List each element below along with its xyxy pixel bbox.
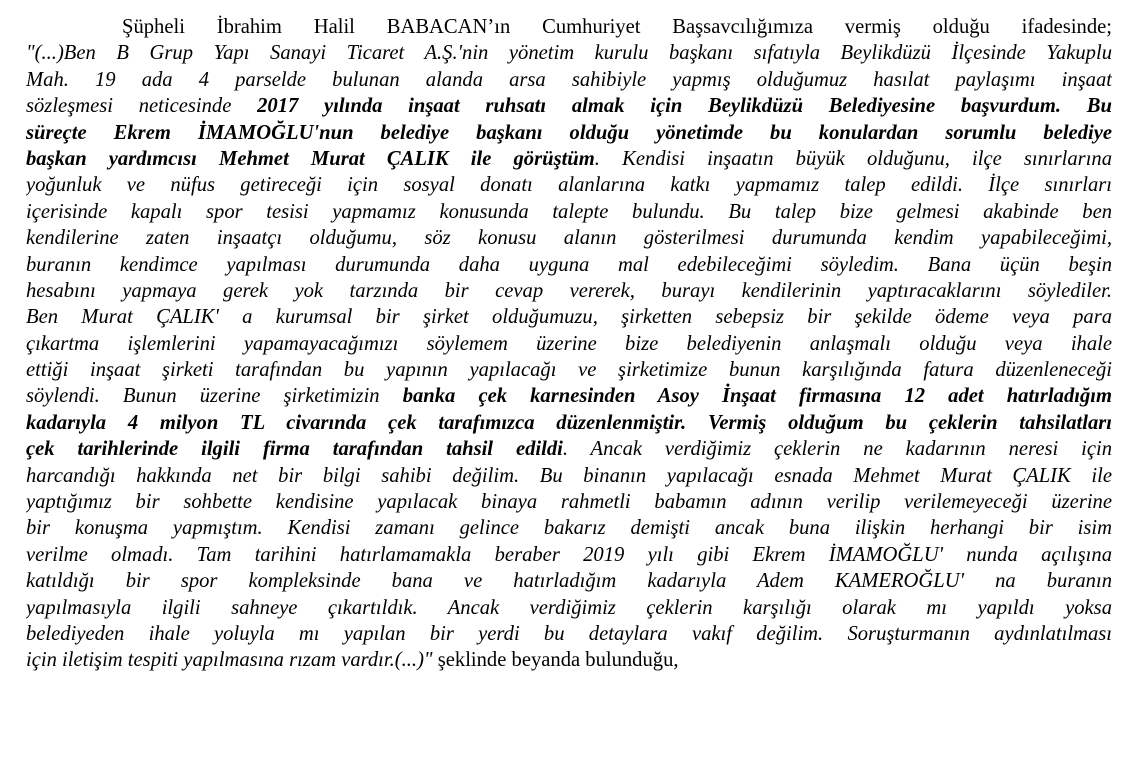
text-line	[26, 410, 1112, 436]
text-line	[26, 67, 1112, 93]
text-line	[26, 568, 1112, 594]
text-line	[26, 515, 1112, 541]
text-line	[26, 252, 1112, 278]
text-line	[26, 172, 1112, 198]
text-segment: . Ancak verdiğimiz çeklerin ne kadarının neresi için	[562, 438, 1112, 461]
text-segment: yaptığımız bir sohbette kendisine yapılacak binaya rahmetli babamın adının verilip verilemeyeceği üzerine	[26, 491, 1112, 514]
text-segment: belediyeden ihale yoluyla mı yapılan bir yerdi bu detaylara vakıf değilim. Soruşturmanın aydınlatılması	[26, 622, 1112, 645]
text-segment: bir konuşma yapmıştım. Kendisi zamanı gelince bakarız demişti ancak buna ilişkin herhangi bir isim	[26, 517, 1112, 540]
text-segment: ettiği inşaat şirketi tarafından bu yapının yapılacağı ve şirketimize bunun karşılığında fatura düzenleneceği	[26, 359, 1112, 382]
text-line	[26, 436, 1112, 462]
text-line	[26, 357, 1112, 383]
text-line	[26, 621, 1112, 647]
text-line	[26, 278, 1112, 304]
document-page	[26, 14, 1112, 766]
text-segment: kendilerine zaten inşaatçı olduğumu, söz konusu alanın gösterilmesi durumunda kendim yapabileceğimi,	[26, 227, 1112, 250]
text-line	[26, 146, 1112, 172]
emphasized-text: banka çek karnesinden Asoy İnşaat firmasına 12 adet hatırladığım	[402, 385, 1112, 408]
text-line	[26, 199, 1112, 225]
text-line	[26, 595, 1112, 621]
text-line	[26, 331, 1112, 357]
text-segment: katıldığı bir spor kompleksinde bana ve hatırladığım kadarıyla Adem KAMEROĞLU' na buranın	[26, 570, 1112, 593]
text-line	[26, 93, 1112, 119]
text-segment: harcandığı hakkında net bir bilgi sahibi değilim. Bu binanın yapılacağı esnada Mehmet Murat ÇALIK ile	[26, 464, 1112, 487]
text-segment: şeklinde beyanda bulunduğu,	[432, 649, 679, 672]
text-segment: sözleşmesi neticesinde	[26, 95, 258, 118]
text-line	[26, 647, 1112, 673]
text-line	[26, 40, 1112, 66]
text-segment: hesabını yapmaya gerek yok tarzında bir cevap vererek, burayı kendilerinin yaptıracaklarını söylediler.	[26, 279, 1112, 302]
text-segment: yoğunluk ve nüfus getireceği için sosyal donatı alanlarına katkı yapmamız talep edildi. İlçe sınırları	[26, 174, 1112, 197]
text-line	[26, 463, 1112, 489]
text-line	[26, 304, 1112, 330]
emphasized-text: 2017 yılında inşaat ruhsatı almak için Beylikdüzü Belediyesine başvurdum. Bu	[257, 95, 1112, 118]
text-line	[26, 14, 1112, 40]
text-segment: "(...)Ben B Grup Yapı Sanayi Ticaret A.Ş.'nin yönetim kurulu başkanı sıfatıyla Beylikdüzü İlçesinde Yakuplu	[26, 42, 1112, 65]
text-segment: Ben Murat ÇALIK' a kurumsal bir şirket olduğumuzu, şirketten sebepsiz bir şekilde ödeme veya para	[26, 306, 1112, 329]
text-segment: buranın kendimce yapılması durumunda daha uyguna mal edebileceğimi söyledim. Bana üçün beşin	[26, 253, 1112, 276]
text-segment: çıkartma işlemlerini yapamayacağımızı söylemem üzerine bize belediyenin anlaşmalı olduğu veya ihale	[26, 332, 1112, 355]
emphasized-text: başkan yardımcısı Mehmet Murat ÇALIK ile görüştüm	[26, 147, 595, 170]
text-segment: söylendi. Bunun üzerine şirketimizin	[26, 385, 403, 408]
text-line	[26, 383, 1112, 409]
text-segment: için iletişim tespiti yapılmasına rızam vardır.(...)"	[26, 649, 433, 672]
text-segment: yapılmasıyla ilgili sahneye çıkartıldık. Ancak verdiğimiz çeklerin karşılığı olarak mı yapıldı yoksa	[26, 596, 1112, 619]
statement-text	[26, 14, 1112, 674]
text-line	[26, 489, 1112, 515]
text-segment: Şüpheli İbrahim Halil BABACAN’ın Cumhuriyet Başsavcılığımıza vermiş olduğu ifadesinde;	[122, 16, 1112, 38]
emphasized-text: çek tarihlerinde ilgili firma tarafından tahsil edildi	[26, 438, 563, 461]
text-segment: Mah. 19 ada 4 parselde bulunan alanda arsa sahibiyle yapmış olduğumuz hasılat paylaşımı inşaat	[26, 68, 1112, 91]
text-line	[26, 225, 1112, 251]
emphasized-text: süreçte Ekrem İMAMOĞLU'nun belediye başkanı olduğu yönetimde bu konulardan sorumlu belediye	[26, 121, 1112, 144]
text-segment: . Kendisi inşaatın büyük olduğunu, ilçe sınırlarına	[594, 147, 1112, 170]
emphasized-text: kadarıyla 4 milyon TL civarında çek tarafımızca düzenlenmiştir. Vermiş olduğum bu çeklerin tahsilatları	[26, 411, 1112, 434]
text-line	[26, 120, 1112, 146]
text-line	[26, 542, 1112, 568]
text-segment: verilme olmadı. Tam tarihini hatırlamamakla beraber 2019 yılı gibi Ekrem İMAMOĞLU' nunda açılışına	[26, 543, 1112, 566]
text-segment: içerisinde kapalı spor tesisi yapmamız konusunda talepte bulundu. Bu talep bize gelmesi akabinde ben	[26, 200, 1112, 223]
